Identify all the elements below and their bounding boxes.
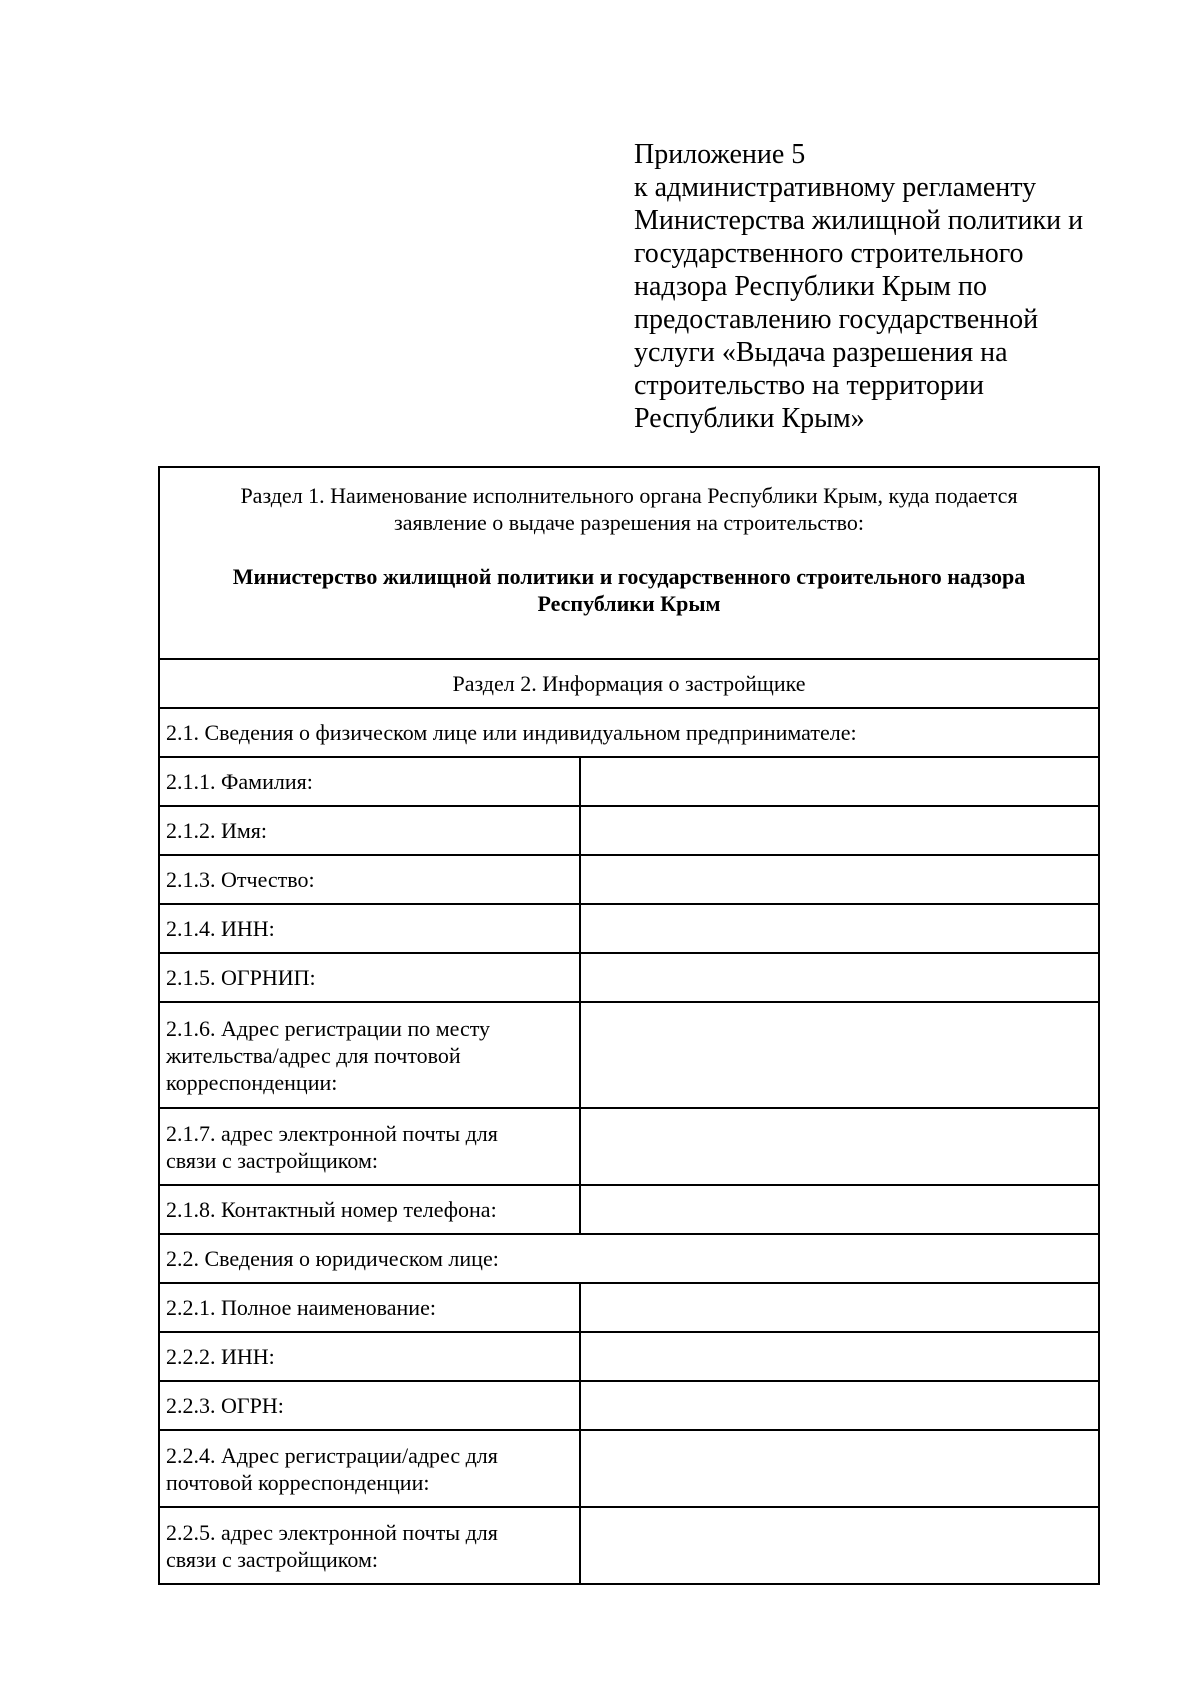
section1-cell bbox=[159, 467, 1099, 659]
table-row bbox=[159, 1002, 1099, 1108]
field-label-line: 2.1.4. ИНН: bbox=[166, 916, 275, 941]
inn-value-field[interactable] bbox=[580, 904, 1099, 953]
field-label-line: связи с застройщиком: bbox=[166, 1546, 378, 1572]
field-label-line: почтовой корреспонденции: bbox=[166, 1469, 430, 1495]
field-label-line: 2.2.3. ОГРН: bbox=[166, 1393, 284, 1418]
email-value-field[interactable] bbox=[580, 1108, 1099, 1185]
table-row bbox=[159, 855, 1099, 904]
legal-title-row bbox=[159, 1234, 1099, 1283]
field-label-line: 2.2.4. Адрес регистрации/адрес для bbox=[166, 1442, 498, 1468]
appendix-line: строительство на территории bbox=[634, 370, 984, 401]
field-label-line: связи с застройщиком: bbox=[166, 1147, 378, 1173]
field-label-line: 2.2.2. ИНН: bbox=[166, 1344, 275, 1369]
table-row bbox=[159, 1430, 1099, 1507]
field-label-line: 2.1.5. ОГРНИП: bbox=[166, 965, 316, 990]
section1-org-line: Республики Крым bbox=[537, 591, 721, 616]
individual-section-title: 2.1. Сведения о физическом лице или индивидуальном предпринимателе: bbox=[159, 708, 1099, 757]
field-label-line: 2.1.7. адрес электронной почты для bbox=[166, 1120, 498, 1146]
appendix-line: предоставлению государственной bbox=[634, 304, 1039, 335]
legal-address-value-field[interactable] bbox=[580, 1430, 1099, 1507]
field-label-line: 2.2.1. Полное наименование: bbox=[166, 1295, 436, 1320]
ogrnip-value-field[interactable] bbox=[580, 953, 1099, 1002]
field-label-line: 2.1.2. Имя: bbox=[166, 818, 268, 843]
table-row bbox=[159, 1332, 1099, 1381]
table-row bbox=[159, 806, 1099, 855]
appendix-header bbox=[634, 138, 1134, 435]
field-label-line: 2.1.6. Адрес регистрации по месту bbox=[166, 1015, 491, 1041]
field-label bbox=[159, 1002, 580, 1108]
field-label bbox=[159, 757, 580, 806]
appendix-line: к административному регламенту bbox=[634, 172, 1037, 203]
ogrn-value-field[interactable] bbox=[580, 1381, 1099, 1430]
table-row bbox=[159, 1185, 1099, 1234]
application-form-table bbox=[158, 466, 1100, 1585]
field-label bbox=[159, 953, 580, 1002]
phone-value-field[interactable] bbox=[580, 1185, 1099, 1234]
legal-inn-value-field[interactable] bbox=[580, 1332, 1099, 1381]
field-label bbox=[159, 904, 580, 953]
field-label bbox=[159, 1332, 580, 1381]
appendix-line: Республики Крым» bbox=[634, 403, 865, 434]
field-label-line: жительства/адрес для почтовой bbox=[166, 1042, 461, 1068]
appendix-line: услуги «Выдача разрешения на bbox=[634, 337, 1008, 368]
address-value-field[interactable] bbox=[580, 1002, 1099, 1108]
section2-title: Раздел 2. Информация о застройщике bbox=[159, 659, 1099, 708]
appendix-line: надзора Республики Крым по bbox=[634, 271, 987, 302]
field-label bbox=[159, 1507, 580, 1584]
field-label bbox=[159, 1108, 580, 1185]
field-label bbox=[159, 855, 580, 904]
field-label bbox=[159, 1185, 580, 1234]
table-row bbox=[159, 1507, 1099, 1584]
table-row bbox=[159, 904, 1099, 953]
individual-title-row bbox=[159, 708, 1099, 757]
patronymic-value-field[interactable] bbox=[580, 855, 1099, 904]
section1-row bbox=[159, 467, 1099, 659]
section1-org-line: Министерство жилищной политики и государственного строительного надзора bbox=[232, 564, 1026, 589]
appendix-line: Министерства жилищной политики и bbox=[634, 205, 1084, 236]
field-label-line: 2.1.8. Контактный номер телефона: bbox=[166, 1197, 497, 1222]
field-label-line: корреспонденции: bbox=[166, 1069, 338, 1095]
full-name-value-field[interactable] bbox=[580, 1283, 1099, 1332]
field-label-line: 2.1.1. Фамилия: bbox=[166, 769, 313, 794]
table-row bbox=[159, 1381, 1099, 1430]
first-name-value-field[interactable] bbox=[580, 806, 1099, 855]
field-label-line: 2.1.3. Отчество: bbox=[166, 867, 315, 892]
spacer bbox=[166, 536, 1092, 563]
field-label bbox=[159, 1430, 580, 1507]
table-row bbox=[159, 953, 1099, 1002]
section2-title-row bbox=[159, 659, 1099, 708]
table-row bbox=[159, 1283, 1099, 1332]
table-row bbox=[159, 1108, 1099, 1185]
field-label bbox=[159, 1283, 580, 1332]
field-label bbox=[159, 1381, 580, 1430]
field-label-line: 2.2.5. адрес электронной почты для bbox=[166, 1519, 498, 1545]
appendix-line: Приложение 5 bbox=[634, 139, 806, 170]
legal-section-title: 2.2. Сведения о юридическом лице: bbox=[159, 1234, 1099, 1283]
field-label bbox=[159, 806, 580, 855]
surname-value-field[interactable] bbox=[580, 757, 1099, 806]
section1-title-line: Раздел 1. Наименование исполнительного органа Республики Крым, куда подается bbox=[240, 483, 1018, 508]
section1-title-line: заявление о выдаче разрешения на строительство: bbox=[394, 510, 864, 535]
appendix-line: государственного строительного bbox=[634, 238, 1024, 269]
table-row bbox=[159, 757, 1099, 806]
legal-email-value-field[interactable] bbox=[580, 1507, 1099, 1584]
